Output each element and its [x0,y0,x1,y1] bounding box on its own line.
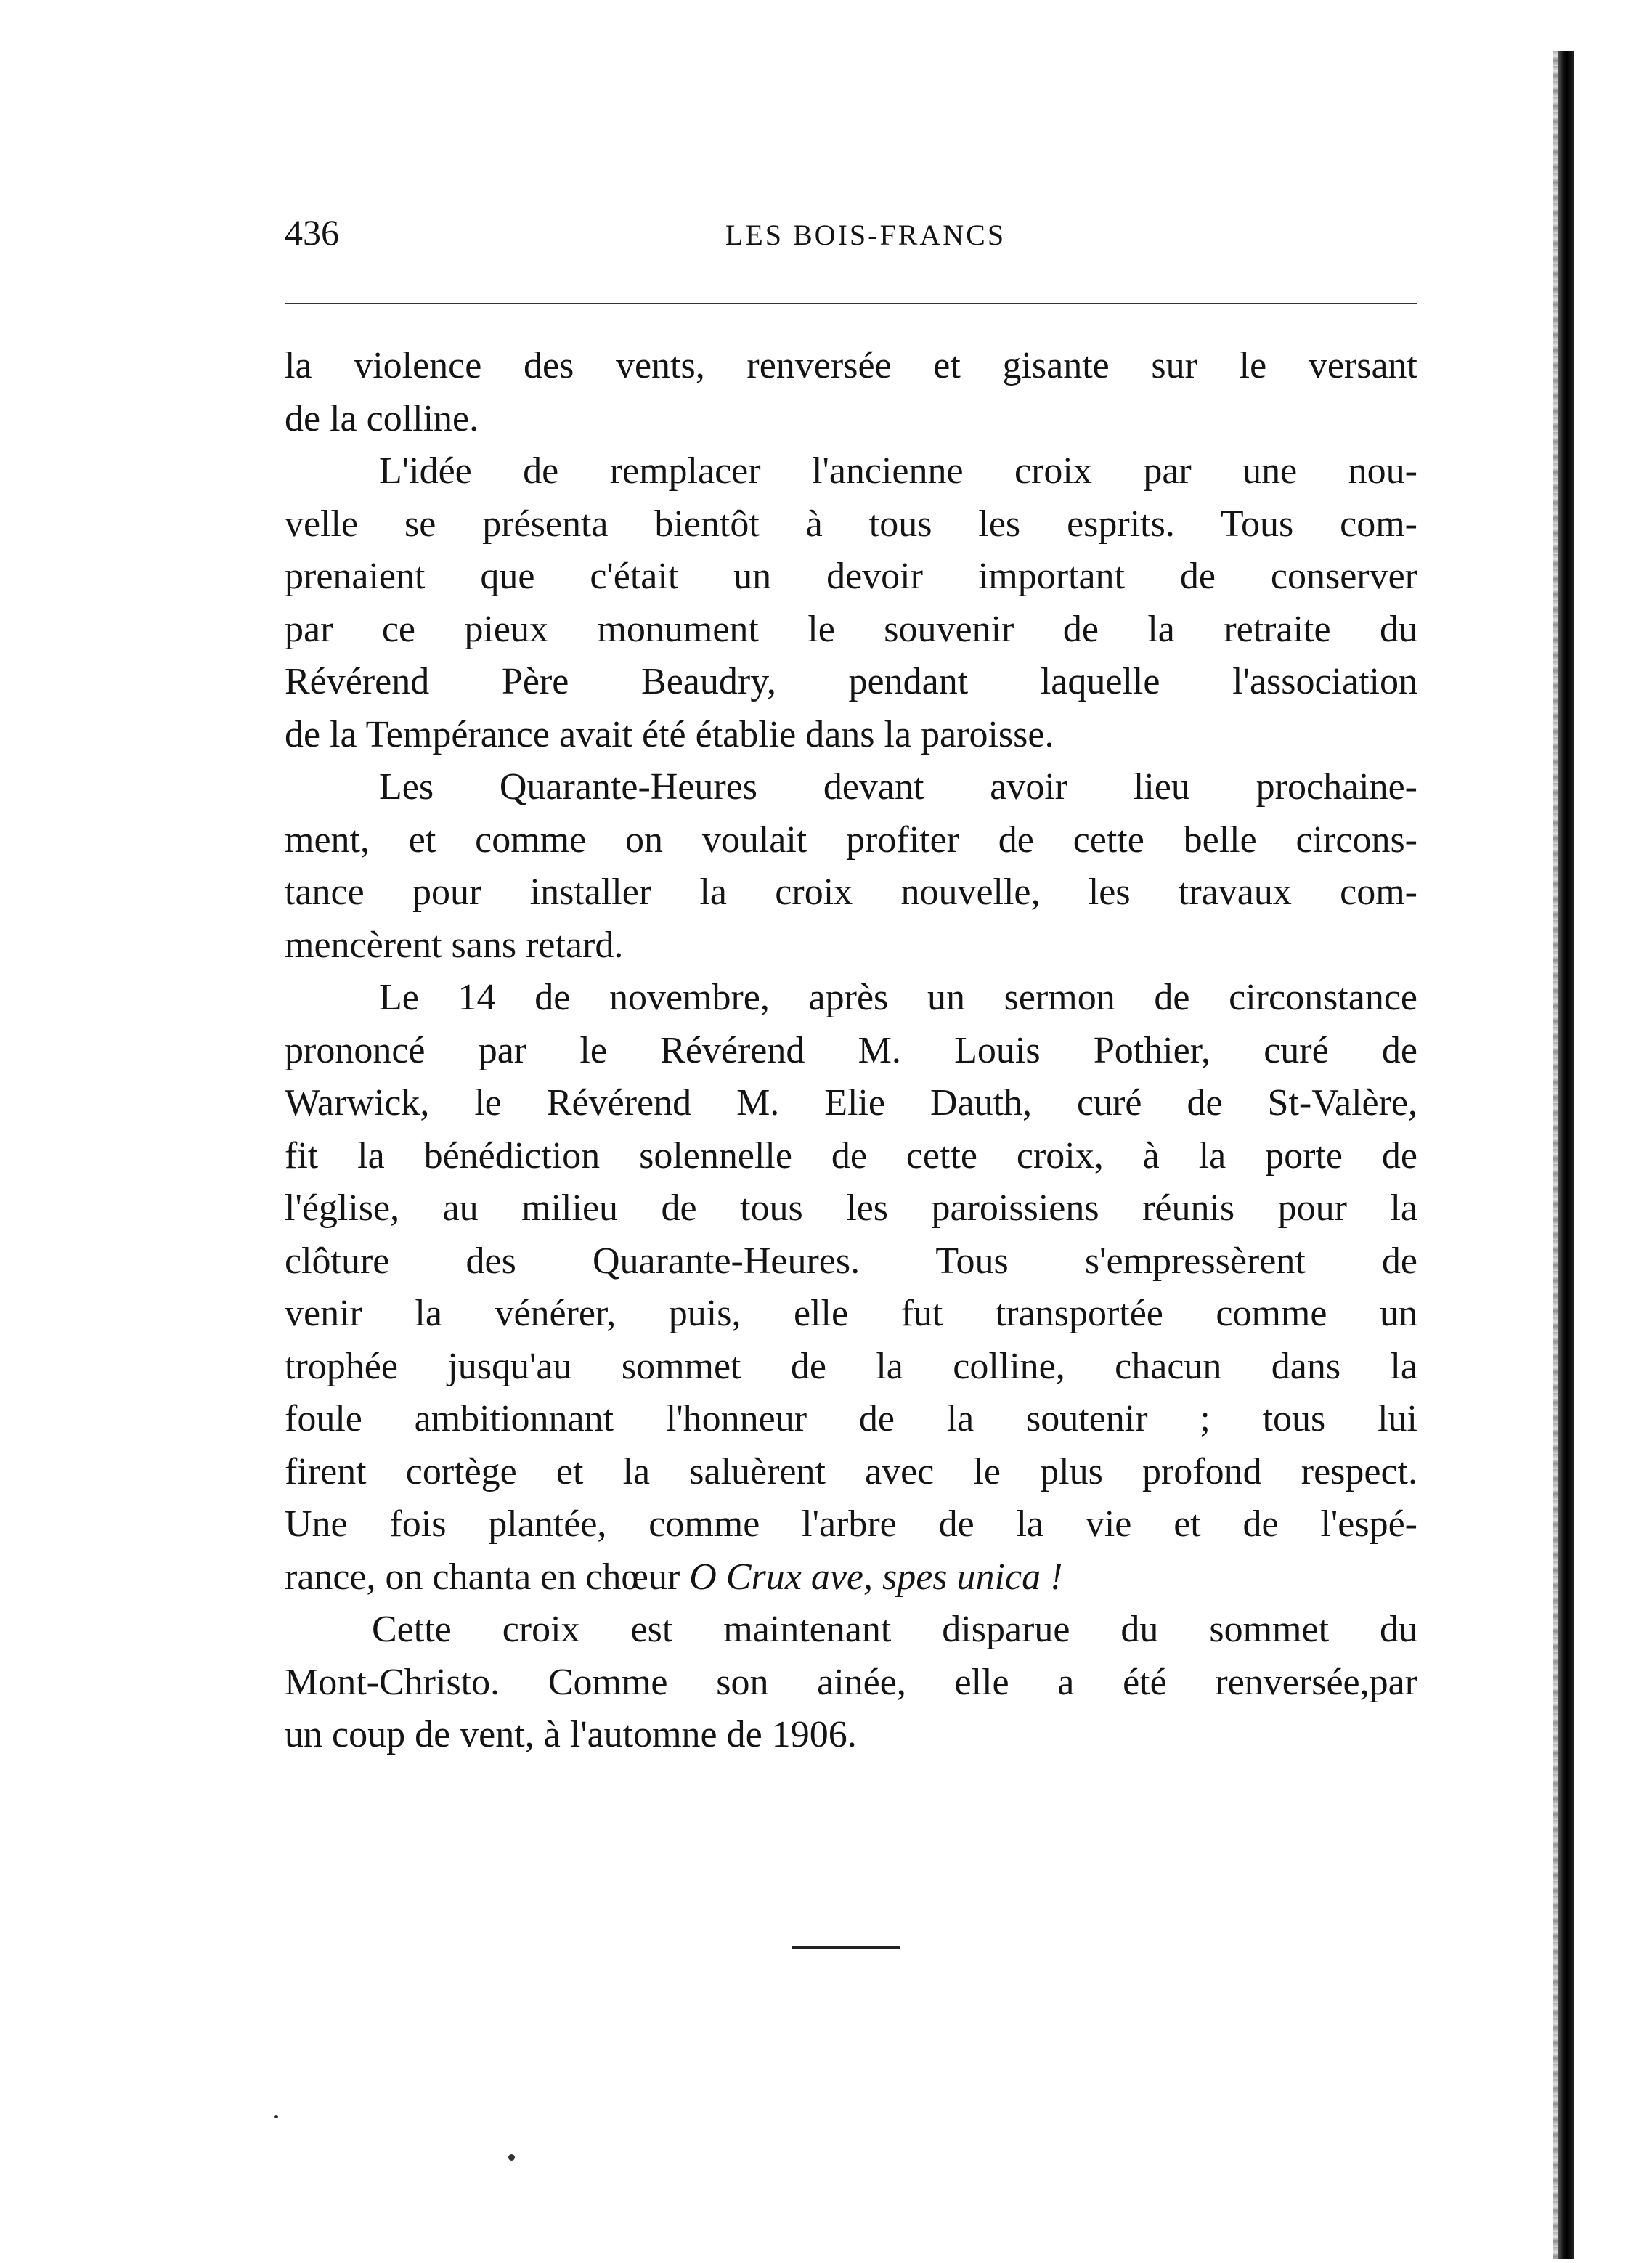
text-line: foule ambitionnant l'honneur de la soutenir ; tous lui [285,1398,1417,1439]
text-line: la violence des vents, renversée et gisante sur le versant [285,345,1417,386]
text-line: clôture des Quarante-Heures. Tous s'empressèrent de [285,1240,1417,1282]
header-rule [285,303,1417,304]
text-line: Cette croix est maintenant disparue du sommet du [372,1609,1417,1650]
text-line: Révérend Père Beaudry, pendant laquelle l'association [285,661,1417,702]
text-line: Une fois plantée, comme l'arbre de la vie et de l'espé- [285,1503,1417,1545]
text-line: velle se présenta bientôt à tous les esprits. Tous com- [285,503,1417,545]
text-line [285,1551,1417,1604]
text-line: mencèrent sans retard. [285,924,624,966]
ink-speck [508,2154,515,2161]
text-line: l'église, au milieu de tous les paroissiens réunis pour la [285,1187,1417,1229]
text-line: ment, et comme on voulait profiter de cette belle circons- [285,818,1417,861]
page-number: 436 [285,212,339,253]
latin-phrase: O Crux ave, spes unica ! [689,1556,1063,1598]
end-rule [792,1946,900,1949]
text-line: un coup de vent, à l'automne de 1906. [285,1714,857,1755]
text-line: par ce pieux monument le souvenir de la retraite du [285,608,1417,650]
text-line: prenaient que c'était un devoir important de conserver [285,556,1417,597]
body-text [285,340,1417,1762]
text-line: Les Quarante-Heures devant avoir lieu prochaine- [379,766,1417,808]
text-line: firent cortège et la saluèrent avec le plus profond respect. [285,1450,1417,1492]
text-line: Warwick, le Révérend M. Elie Dauth, curé de St-Valère, [285,1082,1417,1124]
page-header [285,211,1417,254]
text-line: Mont-Christo. Comme son ainée, elle a été renversée,par [285,1661,1417,1703]
ink-speck [274,2115,278,2118]
text-line: fit la bénédiction solennelle de cette croix, à la porte de [285,1134,1417,1177]
text-line-run: rance, on chanta en chœur [285,1556,680,1598]
text-line: de la colline. [285,397,479,439]
text-line: L'idée de remplacer l'ancienne croix par une nou- [379,450,1417,492]
text-line: venir la vénérer, puis, elle fut transportée comme un [285,1293,1417,1334]
text-line: tance pour installer la croix nouvelle, les travaux com- [285,872,1417,913]
text-line: prononcé par le Révérend M. Louis Pothier, curé de [285,1029,1417,1071]
page-edge-shadow [1558,51,1574,2259]
text-line: de la Tempérance avait été établie dans la paroisse. [285,713,1054,755]
text-line: Le 14 de novembre, après un sermon de circonstance [379,977,1417,1018]
text-line: trophée jusqu'au sommet de la colline, chacun dans la [285,1345,1417,1387]
running-title: LES BOIS-FRANCS [725,219,1006,251]
